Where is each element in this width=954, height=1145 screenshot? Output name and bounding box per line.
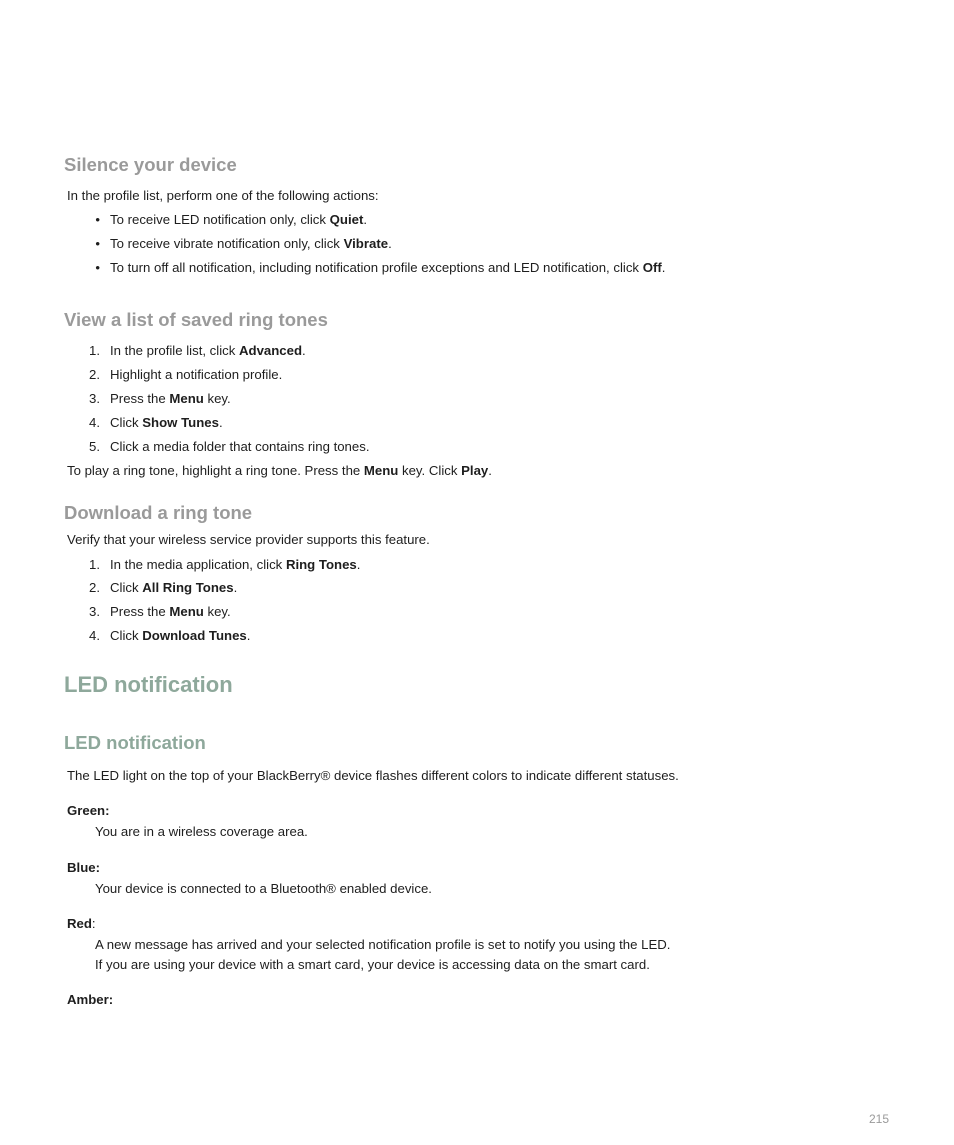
chapter-heading-led: LED notification bbox=[64, 672, 233, 697]
definition-term-amber: Amber: bbox=[67, 992, 114, 1007]
step-number: 3. bbox=[89, 604, 100, 619]
ui-label-vibrate: Vibrate bbox=[343, 236, 389, 251]
ui-label-menu: Menu bbox=[363, 463, 399, 478]
ui-label-ring-tones: Ring Tones bbox=[285, 557, 357, 572]
bullet-marker: • bbox=[95, 260, 100, 275]
step-number: 4. bbox=[89, 628, 100, 643]
ringtones-note: To play a ring tone, highlight a ring tone. Press the Menu key. Click Play. bbox=[67, 463, 492, 478]
step-number: 2. bbox=[89, 580, 100, 595]
ui-label-menu: Menu bbox=[169, 604, 204, 619]
definition-term-green: Green: bbox=[67, 803, 110, 818]
ui-label-off: Off bbox=[642, 260, 662, 275]
ui-label-quiet: Quiet bbox=[329, 212, 364, 227]
ui-label-show-tunes: Show Tunes bbox=[142, 415, 219, 430]
ui-label-all-ring-tones: All Ring Tones bbox=[142, 580, 234, 595]
ui-label-download-tunes: Download Tunes bbox=[142, 628, 247, 643]
step-number: 5. bbox=[89, 439, 100, 454]
ui-label-menu: Menu bbox=[169, 391, 204, 406]
step-number: 4. bbox=[89, 415, 100, 430]
step-number: 2. bbox=[89, 367, 100, 382]
led-intro: The LED light on the top of your BlackBerry® device flashes different colors to indicate different statuses. bbox=[67, 768, 679, 783]
section-heading-led: LED notification bbox=[64, 732, 206, 753]
definition-text: A new message has arrived and your selected notification profile is set to notify you using the LED. bbox=[95, 937, 671, 952]
section-heading-ringtones: View a list of saved ring tones bbox=[64, 309, 328, 330]
manual-page: Silence your device In the profile list, perform one of the following actions: • To receive LED notification only, click Quiet. • To receive vibrate notification only, click Vibrate. • To turn off all notification, including notification profile exceptions and LED notification, click Off. View a list of saved ring tones 1. In the profile list, click Advanced. 2. Highlight a notification profile. 3. Press the Menu key. 4. Click Show Tunes. 5. Click a media folder that contains ring tones. To play a ring tone, highlight a ring tone. Press the Menu key. Click Play. Download a ring tone Verify that your wireless service provider supports this feature. 1. In the media application, click Ring Tones. 2. Click All Ring Tones. 3. Press the Menu key. 4. Click Download Tunes. LED notification LED notification The LED light on the top of your BlackBerry® device flashes different colors to indicate different statuses. Green: You are in a wireless coverage area. Blue: Your device is connected to a Bluetooth® enabled device. Red: A new message has arrived and your selected notification profile is set to notify you using the LED. If you are using your device with a smart card, your device is accessing data on the smart card. Amber: 215 bbox=[64, 154, 890, 1126]
definition-text: You are in a wireless coverage area. bbox=[95, 824, 308, 839]
bullet-marker: • bbox=[95, 236, 100, 251]
step-number: 3. bbox=[89, 391, 100, 406]
bullet-marker: • bbox=[95, 212, 100, 227]
page-number: 215 bbox=[869, 1112, 890, 1126]
section-heading-silence: Silence your device bbox=[64, 154, 237, 175]
ui-label-advanced: Advanced bbox=[239, 343, 303, 358]
definition-term-blue: Blue: bbox=[67, 860, 100, 875]
definition-term-red: Red: bbox=[67, 916, 96, 931]
silence-intro: In the profile list, perform one of the following actions: bbox=[67, 188, 379, 203]
ui-label-play: Play bbox=[461, 463, 489, 478]
definition-text: Your device is connected to a Bluetooth® enabled device. bbox=[95, 881, 432, 896]
step-number: 1. bbox=[89, 557, 100, 572]
definition-text: If you are using your device with a smart card, your device is accessing data on the smart card. bbox=[95, 957, 650, 972]
step-number: 1. bbox=[89, 343, 100, 358]
download-intro: Verify that your wireless service provider supports this feature. bbox=[67, 532, 430, 547]
section-heading-download: Download a ring tone bbox=[64, 502, 253, 523]
